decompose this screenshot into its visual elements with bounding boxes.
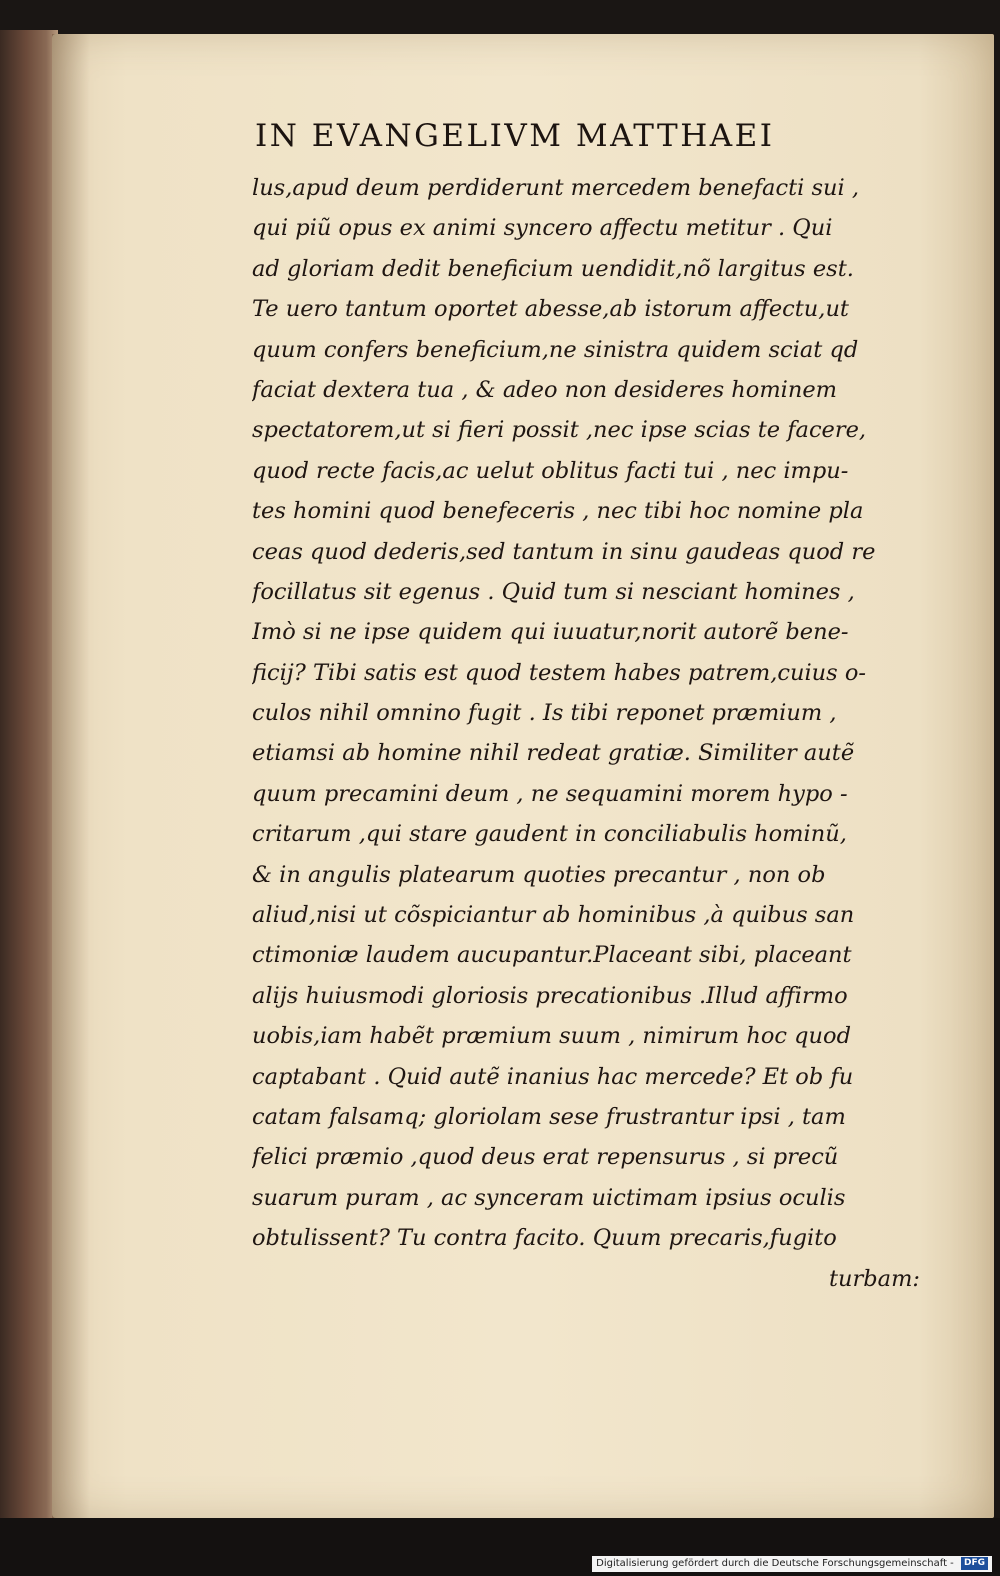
text-line: obtulissent? Tu contra facito. Quum precaris,fugito	[252, 1225, 837, 1252]
text-line: etiamsi ab homine nihil redeat gratiæ. Similiter autẽ	[252, 740, 855, 767]
footer-bar	[0, 1518, 1000, 1576]
text-line: & in angulis platearum quoties precantur , non ob	[252, 861, 826, 888]
text-line: lus,apud deum perdiderunt mercedem benefacti sui ,	[252, 175, 859, 201]
text-line: critarum ,qui stare gaudent in conciliabulis hominũ,	[252, 821, 847, 848]
text-line: ceas quod dederis,sed tantum in sinu gaudeas quod re	[252, 538, 876, 565]
text-line: culos nihil omnino fugit . Is tibi reponet præmium ,	[252, 700, 837, 727]
text-line: aliud,nisi ut cõspiciantur ab hominibus ,à quibus san	[252, 902, 855, 929]
text-line: tes homini quod benefeceris , nec tibi hoc nomine pla	[252, 498, 864, 525]
text-line: ad gloriam dedit beneficium uendidit,nõ largitus est.	[252, 255, 854, 282]
text-line: faciat dextera tua , & adeo non desideres hominem	[252, 376, 837, 403]
text-line: uobis,iam habẽt præmium suum , nimirum hoc quod	[252, 1023, 851, 1050]
text-line: qui piũ opus ex animi syncero affectu metitur . Qui	[252, 215, 833, 242]
text-line: Imò si ne ipse quidem qui iuuatur,norit autorẽ bene-	[252, 619, 849, 646]
text-line: ctimoniæ laudem aucupantur.Placeant sibi, placeant	[252, 942, 852, 969]
body-text	[252, 168, 932, 1299]
dfg-logo: DFG	[961, 1557, 988, 1570]
text-line: quum confers beneficium,ne sinistra quidem sciat qd	[252, 336, 859, 363]
text-line: turbam:	[828, 1265, 920, 1292]
gutter-shadow	[52, 34, 90, 1518]
text-line: focillatus sit egenus . Quid tum si nesciant homines ,	[252, 578, 855, 605]
text-line: catam falsamq; gloriolam sese frustrantur ipsi , tam	[252, 1103, 846, 1130]
credit-text: Digitalisierung gefördert durch die Deutsche Forschungsgemeinschaft -	[596, 1558, 954, 1569]
text-line: captabant . Quid autẽ inanius hac mercede? Et ob fu	[252, 1063, 854, 1090]
text-line: quod recte facis,ac uelut oblitus facti tui , nec impu-	[252, 457, 849, 484]
running-head: IN EVANGELIVM MATTHAEI	[255, 118, 775, 154]
text-line: Te uero tantum oportet abesse,ab istorum affectu,ut	[252, 296, 849, 323]
text-line: alijs huiusmodi gloriosis precationibus .Illud affirmo	[252, 982, 848, 1009]
text-line: felici præmio ,quod deus erat repensurus , si precũ	[252, 1144, 839, 1171]
digitization-credit	[592, 1556, 992, 1572]
text-line: ficij? Tibi satis est quod testem habes patrem,cuius o-	[252, 659, 867, 686]
book-spine-edge	[0, 30, 58, 1530]
text-line: quum precamini deum , ne sequamini morem hypo -	[252, 780, 848, 807]
text-line: suarum puram , ac synceram uictimam ipsius oculis	[252, 1184, 846, 1211]
text-line: spectatorem,ut si fieri possit ,nec ipse scias te facere,	[252, 417, 867, 444]
